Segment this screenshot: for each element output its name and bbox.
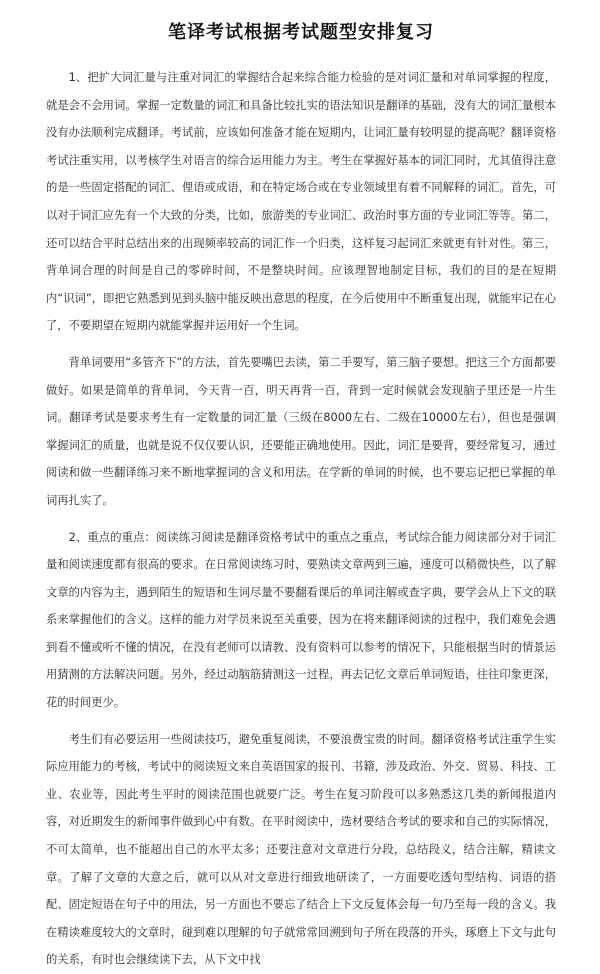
paragraph-3: 2、重点的重点：阅读练习阅读是翻译资格考试中的重点之重点，考试综合能力阅读部分对于词汇量和阅读速度都有很高的要求。在日常阅读练习时，要熟读文章两到三遍，速度可以稍微快些，以了解文章的内容为主，遇到陌生的短语和生词尽量不要翻看课后的单词注解或查字典，要学会从上下文的联系来掌握他们的含义。这样的能力对学员来说至关重要，因为在将来翻译阅读的过程中，我们难免会遇到看不懂或听不懂的情况，在没有老师可以请教、没有资料可以参考的情况下，只能根据当时的情景运用猜测的方法解决问题。另外，经过动脑筋猜测这一过程，再去记忆文章后单词短语，往往印象更深，花的时间更少。 <box>46 530 556 710</box>
document-title: 笔译考试根据考试题型安排复习 <box>168 22 434 43</box>
paragraph-2: 背单词要用“多管齐下”的方法，首先要嘴巴去读，第二手要写，第三脑子要想。把这三个方面都要做好。如果是简单的背单词，今天背一百，明天再背一百，背到一定时候就会发现脑子里还是一片生词。翻译考试是要求考生有一定数量的词汇量（三级在8000左右、二级在10000左右），但也是强调掌握词汇的质量，也就是说不仅仅要认识，还要能正确地使用。因此，词汇是要背，要经常复习，通过阅读和做一些翻译练习来不断地掌握词的含义和用法。在学新的单词的时候，也不要忘记把已掌握的单词再扎实了。 <box>46 355 556 507</box>
paragraph-1: 1、把扩大词汇量与注重对词汇的掌握结合起来综合能力检验的是对词汇量和对单词掌握的程度，就是会不会用词。掌握一定数量的词汇和具备比较扎实的语法知识是翻译的基础，没有大的词汇量根本没有办法顺利完成翻译。考试前，应该如何准备才能在短期内，让词汇量有较明显的提高呢？翻译资格考试注重实用，以考核学生对语言的综合运用能力为主。考生在掌握好基本的词汇同时，尤其值得注意的是一些固定搭配的词汇、俚语或成语，和在特定场合或在专业领域里有着不同解释的词汇。首先，可以对于词汇应先有一个大致的分类，比如，旅游类的专业词汇、政治时事方面的专业词汇等等。第二，还可以结合平时总结出来的出现频率较高的词汇作一个归类，这样复习起词汇来就更有针对性。第三，背单词合理的时间是自己的零碎时间，不是整块时间。应该理智地制定目标，我们的目的是在短期内“识词”，即把它熟悉到见到头脑中能反映出意思的程度，在今后使用中不断重复出现，就能牢记在心了，不要期望在短期内就能掌握并运用好一个生词。 <box>46 71 556 333</box>
paragraph-4: 考生们有必要运用一些阅读技巧，避免重复阅读，不要浪费宝贵的时间。翻译资格考试注重学生实际应用能力的考核，考试中的阅读短文来自英语国家的报刊、书籍，涉及政治、外交、贸易、科技、工业、农业等，因此考生平时的阅读范围也就要广泛。考生在复习阶段可以多熟悉这几类的新闻报道内容，对近期发生的新闻事件做到心中有数。在平时阅读中，选材要结合考试的要求和自己的实际情况，不可太简单，也不能超出自己的水平太多；还要注意对文章进行分段，总结段义，结合注解，精读文章。了解了文章的大意之后，就可以从对文章进行细致地研读了，一方面要吃透句型结构、词语的搭配、固定短语在句子中的用法，另一方面也不要忘了结合上下文反复体会每一句乃至每一段的含义。我在精读难度较大的文章时，碰到难以理解的句子就常常回溯到句子所在段落的开头，琢磨上下文与此句的关系，有时也会继续读下去，从下文中找 <box>46 732 556 967</box>
